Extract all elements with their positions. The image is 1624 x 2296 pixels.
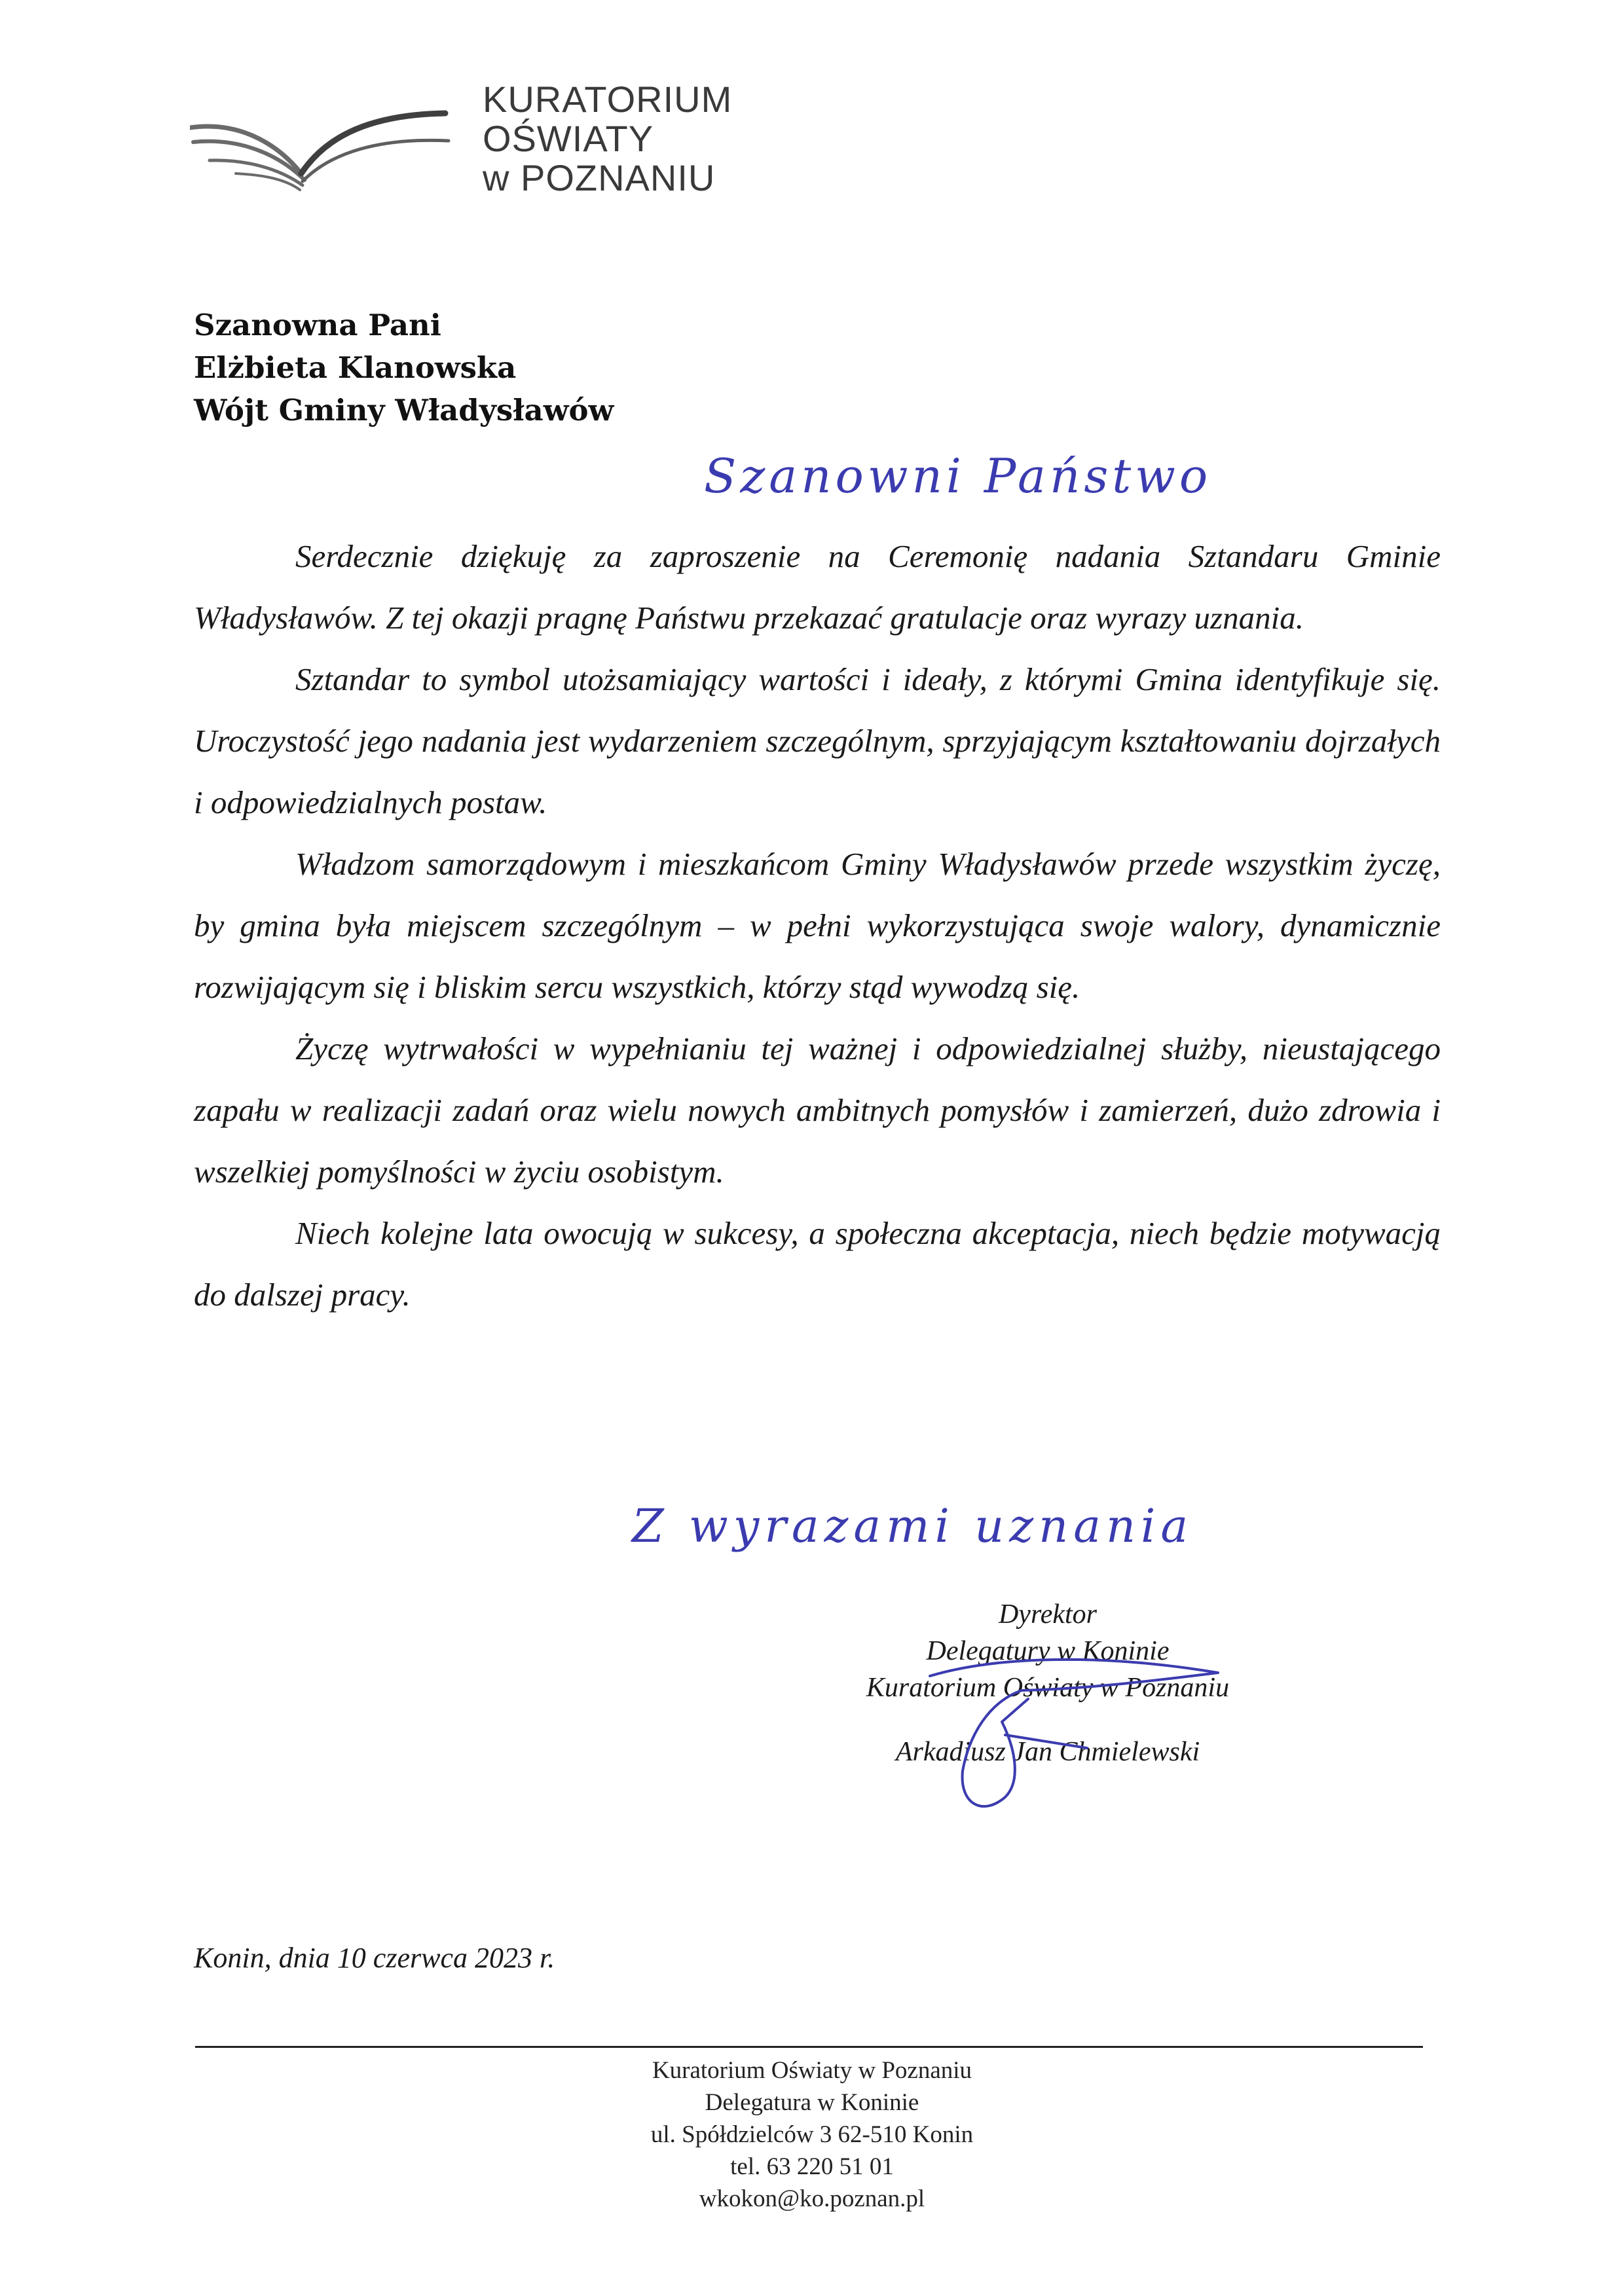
logo-line-2: OŚWIATY xyxy=(483,118,654,159)
book-icon xyxy=(190,101,452,200)
handwritten-closing: Z wyrazami uznania xyxy=(632,1499,1194,1553)
signer-title: Dyrektor xyxy=(998,1599,1098,1630)
footer-unit: Delegatura w Koninie xyxy=(705,2089,919,2116)
recipient-name: Elżbieta Klanowska xyxy=(194,350,517,385)
place-and-date: Konin, dnia 10 czerwca 2023 r. xyxy=(194,1942,555,1974)
paragraph-wishes-personal: Życzę wytrwałości w wypełnianiu tej ważnej i odpowiedzialnej służby, nieustającego zapału w realizacji zadań oraz wielu nowych ambitnych pomysłów i zamierzeń, dużo zdrowia i wszelkiej pomyślności w życiu osobistym. xyxy=(194,1030,1441,1190)
paragraph-thanks: Serdecznie dziękuję za zaproszenie na Ceremonię nadania Sztandaru Gminie Władysławów. Z tej okazji pragnę Państwu przekazać gratulacje oraz wyrazy uznania. xyxy=(194,538,1441,636)
paragraph-wishes-community: Władzom samorządowym i mieszkańcom Gminy Władysławów przede wszystkim życzę, by gmina była miejscem szczególnym – w pełni wykorzystująca swoje walory, dynamicznie rozwijającym się i bliskim sercu wszystkich, którzy stąd wywodzą się. xyxy=(194,846,1441,1005)
paragraph-banner-symbol: Sztandar to symbol utożsamiający wartości i ideały, z którymi Gmina identyfikuje się. Uroczystość jego nadania jest wydarzeniem szczególnym, sprzyjającym kształtowaniu dojrzałych i odpowiedzialnych postaw. xyxy=(194,661,1441,820)
handwritten-signature xyxy=(891,1650,1257,1820)
footer-divider xyxy=(195,2046,1423,2048)
recipient-address xyxy=(194,304,614,431)
letter-body xyxy=(194,526,1441,1326)
signer-name: Arkadiusz Jan Chmielewski xyxy=(895,1737,1200,1767)
signer-unit: Delegatury w Koninie xyxy=(926,1636,1170,1666)
footer-address: ul. Spółdzielców 3 62-510 Konin xyxy=(650,2121,974,2148)
footer-contact xyxy=(0,2054,1624,2215)
footer-institution: Kuratorium Oświaty w Poznaniu xyxy=(652,2057,972,2084)
logo-line-1: KURATORIUM xyxy=(483,79,733,120)
signer-institution: Kuratorium Oświaty w Poznaniu xyxy=(866,1673,1230,1703)
institution-logo-text xyxy=(483,80,732,198)
recipient-salutation: Szanowna Pani xyxy=(194,308,441,342)
logo-line-3: w POZNANIU xyxy=(483,157,716,198)
handwritten-salutation: Szanowni Państwo xyxy=(704,448,1212,503)
recipient-position: Wójt Gminy Władysławów xyxy=(194,393,614,428)
footer-phone: tel. 63 220 51 01 xyxy=(730,2153,894,2180)
footer-email: wkokon@ko.poznan.pl xyxy=(699,2185,925,2212)
paragraph-closing-wish: Niech kolejne lata owocują w sukcesy, a społeczna akceptacja, niech będzie motywacją do dalszej pracy. xyxy=(194,1215,1441,1313)
